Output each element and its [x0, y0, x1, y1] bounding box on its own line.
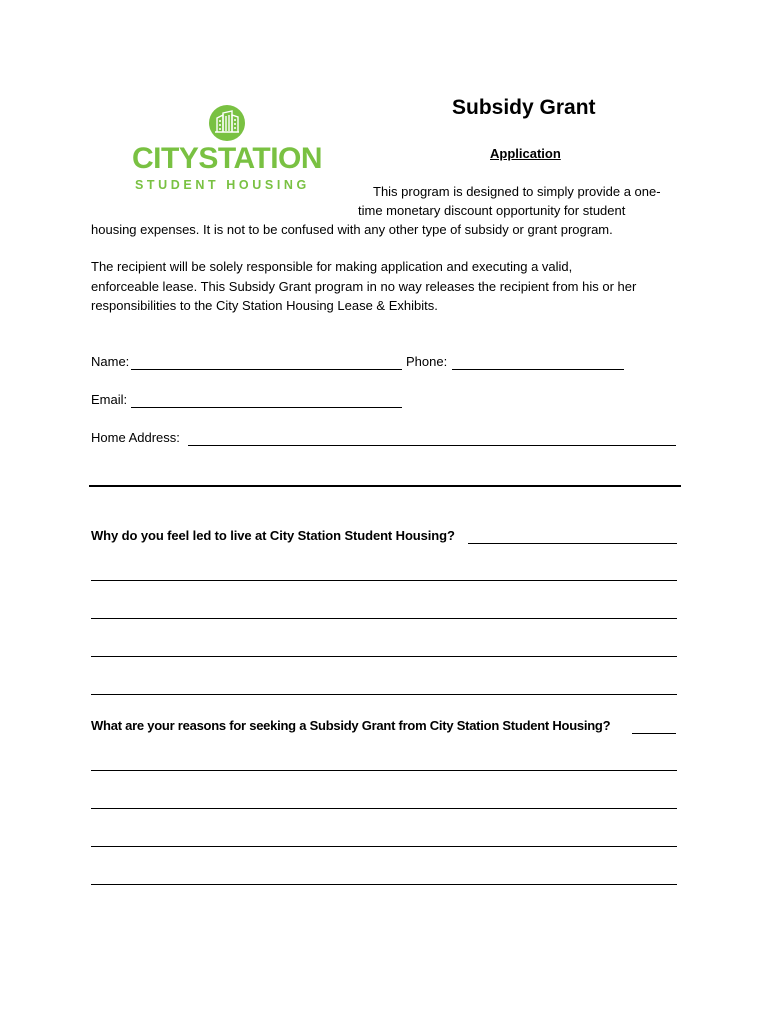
phone-field[interactable] [452, 369, 624, 370]
question-2-answer-line[interactable] [91, 808, 677, 809]
question-1-field[interactable] [468, 543, 677, 544]
question-1-answer-line[interactable] [91, 656, 677, 657]
question-1-answer-line[interactable] [91, 618, 677, 619]
logo [130, 104, 325, 194]
building-logo-icon [208, 104, 246, 142]
logo-station-text: STATION [198, 142, 323, 175]
email-label: Email: [91, 392, 128, 407]
question-1-label: Why do you feel led to live at City Station Student Housing? [91, 528, 455, 543]
page-subtitle: Application [490, 146, 561, 161]
logo-city-text: CITY [132, 142, 199, 175]
question-2-answer-line[interactable] [91, 884, 677, 885]
question-2-answer-line[interactable] [91, 846, 677, 847]
intro-line-1: This program is designed to simply provide a one- [373, 184, 661, 199]
question-2-label: What are your reasons for seeking a Subsidy Grant from City Station Student Housing? [91, 718, 611, 733]
name-field[interactable] [131, 369, 402, 370]
name-label: Name: [91, 354, 130, 369]
responsibility-line-2: enforceable lease. This Subsidy Grant program in no way releases the recipient from his or her [91, 279, 637, 294]
logo-subtitle: STUDENT HOUSING [135, 178, 310, 192]
responsibility-line-1: The recipient will be solely responsible for making application and executing a valid, [91, 259, 573, 274]
address-label: Home Address: [91, 430, 180, 445]
intro-line-3: housing expenses. It is not to be confused with any other type of subsidy or grant program. [91, 222, 613, 237]
intro-line-2: time monetary discount opportunity for student [358, 203, 626, 218]
question-2-answer-line[interactable] [91, 770, 677, 771]
question-1-answer-line[interactable] [91, 694, 677, 695]
phone-label: Phone: [406, 354, 448, 369]
question-1-answer-line[interactable] [91, 580, 677, 581]
logo-wordmark [132, 142, 322, 176]
question-2-field[interactable] [632, 733, 676, 734]
section-divider [89, 485, 681, 487]
responsibility-line-3: responsibilities to the City Station Housing Lease & Exhibits. [91, 298, 438, 313]
address-field[interactable] [188, 445, 676, 446]
page-title: Subsidy Grant [452, 96, 596, 119]
email-field[interactable] [131, 407, 402, 408]
